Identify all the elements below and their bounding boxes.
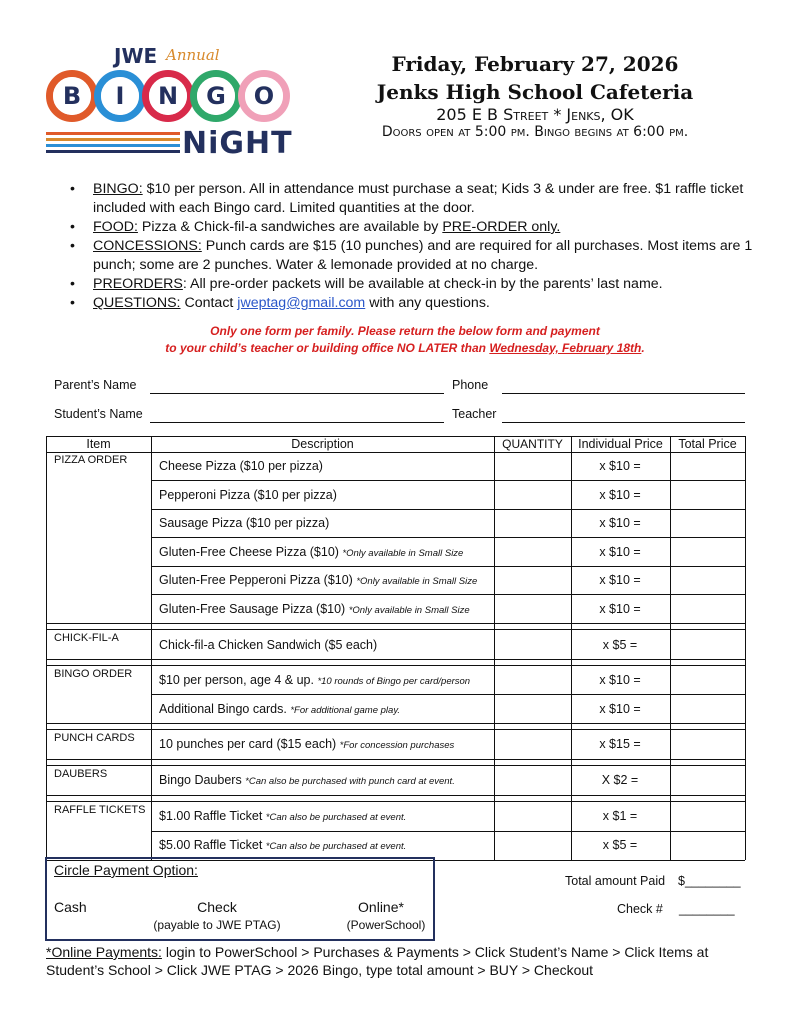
section-line	[46, 801, 745, 802]
event-times: Doors open at 5:00 pm. Bingo begins at 6:00 pm.	[381, 124, 689, 140]
section-line	[46, 629, 745, 630]
row-desc-text: $10 per person, age 4 & up.	[159, 673, 318, 687]
row-description	[159, 488, 337, 502]
row-description	[159, 702, 400, 716]
section-line	[46, 665, 745, 666]
row-price: x $5 =	[602, 838, 638, 852]
bingo-ball-b	[46, 70, 98, 122]
bullet-label: BINGO:	[93, 181, 143, 197]
table-border-right	[745, 436, 746, 860]
info-bullets	[70, 180, 770, 313]
table-border-left	[46, 436, 47, 860]
row-price: x $10 =	[599, 573, 641, 587]
logo-annual-text: Annual	[166, 46, 220, 64]
online-payment-label: *Online Payments:	[46, 944, 162, 960]
phone-field[interactable]	[502, 393, 745, 394]
payment-online-note: (PowerSchool)	[346, 918, 426, 932]
header-total-price: Total Price	[678, 437, 737, 451]
row-desc-text: Gluten-Free Sausage Pizza ($10)	[159, 602, 349, 616]
event-logo	[44, 44, 294, 164]
row-description	[159, 809, 406, 823]
teacher-label: Teacher	[452, 407, 497, 421]
ball-letter: B	[53, 77, 91, 115]
phone-label: Phone	[452, 378, 489, 392]
parent-name-field[interactable]	[150, 393, 444, 394]
row-desc-text: Sausage Pizza ($10 per pizza)	[159, 516, 330, 530]
parent-name-label: Parent’s Name	[54, 378, 137, 392]
col-sep-price	[670, 436, 671, 860]
section-line	[46, 795, 745, 796]
row-description	[159, 673, 470, 687]
row-description	[159, 573, 477, 587]
online-payment-instructions	[46, 943, 766, 961]
bullet-questions	[70, 294, 770, 313]
bingo-ball-g	[190, 70, 242, 122]
event-date: Friday, February 27, 2026	[391, 52, 679, 76]
bullet-food	[70, 218, 770, 237]
bullet-bingo	[70, 180, 770, 218]
bullet-label: CONCESSIONS:	[93, 238, 202, 254]
header-individual-price: Individual Price	[578, 437, 663, 451]
logo-night-text: NiGHT	[182, 126, 293, 161]
logo-stripe	[46, 132, 180, 135]
online-payment-line-1: login to PowerSchool > Purchases & Payments > Click Student’s Name > Click Items at	[161, 944, 709, 960]
row-description	[159, 638, 377, 652]
ball-letter: O	[245, 77, 283, 115]
ball-letter: G	[197, 77, 235, 115]
bullet-text: Contact	[180, 295, 238, 311]
row-desc-text: $5.00 Raffle Ticket	[159, 838, 266, 852]
payment-check[interactable]: Check	[197, 899, 237, 915]
row-line	[151, 480, 745, 481]
preorder-link[interactable]: PRE-ORDER only.	[442, 219, 561, 235]
row-note: *Only available in Small Size	[356, 576, 478, 587]
row-note: *For concession purchases	[339, 740, 455, 751]
row-note: *Only available in Small Size	[348, 605, 470, 616]
total-paid-field[interactable]: $________	[678, 874, 741, 888]
section-daubers: DAUBERS	[54, 768, 108, 780]
notice-line-1: Only one form per family. Please return the below form and payment	[210, 324, 600, 338]
logo-stripe	[46, 144, 180, 147]
notice-end: .	[641, 341, 645, 355]
row-price: x $15 =	[599, 737, 641, 751]
row-desc-text: Additional Bingo cards.	[159, 702, 291, 716]
section-pizza: PIZZA ORDER	[54, 454, 128, 466]
teacher-field[interactable]	[502, 422, 745, 423]
student-name-field[interactable]	[150, 422, 444, 423]
bullet-text: $10 per person. All in attendance must purchase a seat; Kids 3 & under are free. $1 raffle ticket included with each Bingo card. Limited quantities at the door.	[93, 181, 744, 216]
section-line	[46, 729, 745, 730]
row-price: x $1 =	[602, 809, 638, 823]
logo-jwe-text: JWE	[114, 44, 158, 68]
row-line	[151, 509, 745, 510]
row-desc-text: Cheese Pizza ($10 per pizza)	[159, 459, 323, 473]
section-raffle: RAFFLE TICKETS	[54, 804, 146, 816]
row-price: X $2 =	[601, 773, 639, 787]
row-desc-text: Bingo Daubers	[159, 773, 246, 787]
logo-stripe	[46, 150, 180, 153]
check-number-field[interactable]: ________	[679, 902, 735, 916]
row-price: x $10 =	[599, 545, 641, 559]
event-venue: Jenks High School Cafeteria	[376, 80, 694, 104]
row-price: x $10 =	[599, 459, 641, 473]
row-description	[159, 459, 323, 473]
row-description	[159, 838, 406, 852]
row-desc-text: 10 punches per card ($15 each)	[159, 737, 340, 751]
bullet-text: with any questions.	[365, 295, 490, 311]
notice-text: to your child’s teacher or building office NO LATER than	[165, 341, 490, 355]
bullet-text: : All pre-order packets will be available at check-in by the parents’ last name.	[182, 276, 663, 292]
row-note: *For additional game play.	[290, 705, 401, 716]
payment-check-note: (payable to JWE PTAG)	[153, 918, 281, 932]
section-punch-cards: PUNCH CARDS	[54, 732, 135, 744]
row-line	[151, 694, 745, 695]
check-number-label: Check #	[617, 902, 663, 916]
section-line	[46, 723, 745, 724]
section-line	[46, 623, 745, 624]
col-sep-item	[151, 436, 152, 860]
row-desc-text: Gluten-Free Pepperoni Pizza ($10)	[159, 573, 357, 587]
header-description: Description	[291, 437, 354, 451]
payment-title: Circle Payment Option:	[54, 862, 198, 878]
section-chick-fil-a: CHICK-FIL-A	[54, 632, 119, 644]
row-note: *10 rounds of Bingo per card/person	[317, 676, 471, 687]
student-name-label: Student’s Name	[54, 407, 143, 421]
event-address: 205 E B Street * Jenks, OK	[436, 105, 634, 124]
row-price: x $10 =	[599, 602, 641, 616]
bingo-ball-i	[94, 70, 146, 122]
row-price: x $10 =	[599, 702, 641, 716]
row-description	[159, 602, 470, 616]
bullet-preorders	[70, 275, 770, 294]
online-payment-line-2: Student’s School > Click JWE PTAG > 2026 Bingo, type total amount > BUY > Checkout	[46, 962, 594, 978]
col-sep-desc	[494, 436, 495, 860]
bullet-text: Pizza & Chick-fil-a sandwiches are available by	[137, 219, 443, 235]
row-desc-text: $1.00 Raffle Ticket	[159, 809, 266, 823]
bingo-ball-n	[142, 70, 194, 122]
notice-line-2	[60, 341, 750, 355]
row-line	[151, 537, 745, 538]
row-line	[151, 594, 745, 595]
col-sep-qty	[571, 436, 572, 860]
row-description	[159, 773, 455, 787]
row-description	[159, 516, 329, 530]
bullet-text: Punch cards are $15 (10 punches) and are required for all purchases. Most items are 1 punch; some are 2 punches. Water & lemonade provided at no charge.	[93, 238, 753, 273]
row-desc-text: Chick-fil-a Chicken Sandwich ($5 each)	[159, 638, 378, 652]
bullet-concessions	[70, 237, 770, 275]
email-link[interactable]: jweptag@gmail.com	[237, 295, 366, 311]
header-item: Item	[86, 437, 111, 451]
row-note: *Can also be purchased at event.	[265, 841, 407, 852]
notice-deadline: Wednesday, February 18th	[489, 341, 642, 355]
section-line	[46, 759, 745, 760]
bullet-label: QUESTIONS:	[93, 295, 181, 311]
ball-letter: N	[149, 77, 187, 115]
section-bingo: BINGO ORDER	[54, 668, 133, 680]
payment-online[interactable]: Online*	[358, 899, 404, 915]
row-desc-text: Pepperoni Pizza ($10 per pizza)	[159, 488, 337, 502]
row-price: x $10 =	[599, 673, 641, 687]
ball-letter: I	[101, 77, 139, 115]
row-note: *Can also be purchased at event.	[265, 812, 407, 823]
row-note: *Can also be purchased with punch card at event.	[245, 776, 455, 787]
row-description	[159, 737, 454, 751]
section-line	[46, 659, 745, 660]
row-line	[151, 566, 745, 567]
header-quantity: QUANTITY	[502, 437, 563, 451]
section-line	[46, 765, 745, 766]
total-paid-label: Total amount Paid	[565, 874, 666, 888]
row-desc-text: Gluten-Free Cheese Pizza ($10)	[159, 545, 343, 559]
row-price: x $10 =	[599, 488, 641, 502]
bullet-label: PREORDERS	[93, 276, 183, 292]
row-line	[151, 831, 745, 832]
row-price: x $10 =	[599, 516, 641, 530]
bingo-ball-o	[238, 70, 290, 122]
logo-stripe	[46, 138, 180, 141]
row-description	[159, 545, 463, 559]
row-price: x $5 =	[602, 638, 638, 652]
bullet-label: FOOD:	[93, 219, 138, 235]
row-note: *Only available in Small Size	[342, 548, 464, 559]
payment-cash[interactable]: Cash	[54, 899, 87, 915]
